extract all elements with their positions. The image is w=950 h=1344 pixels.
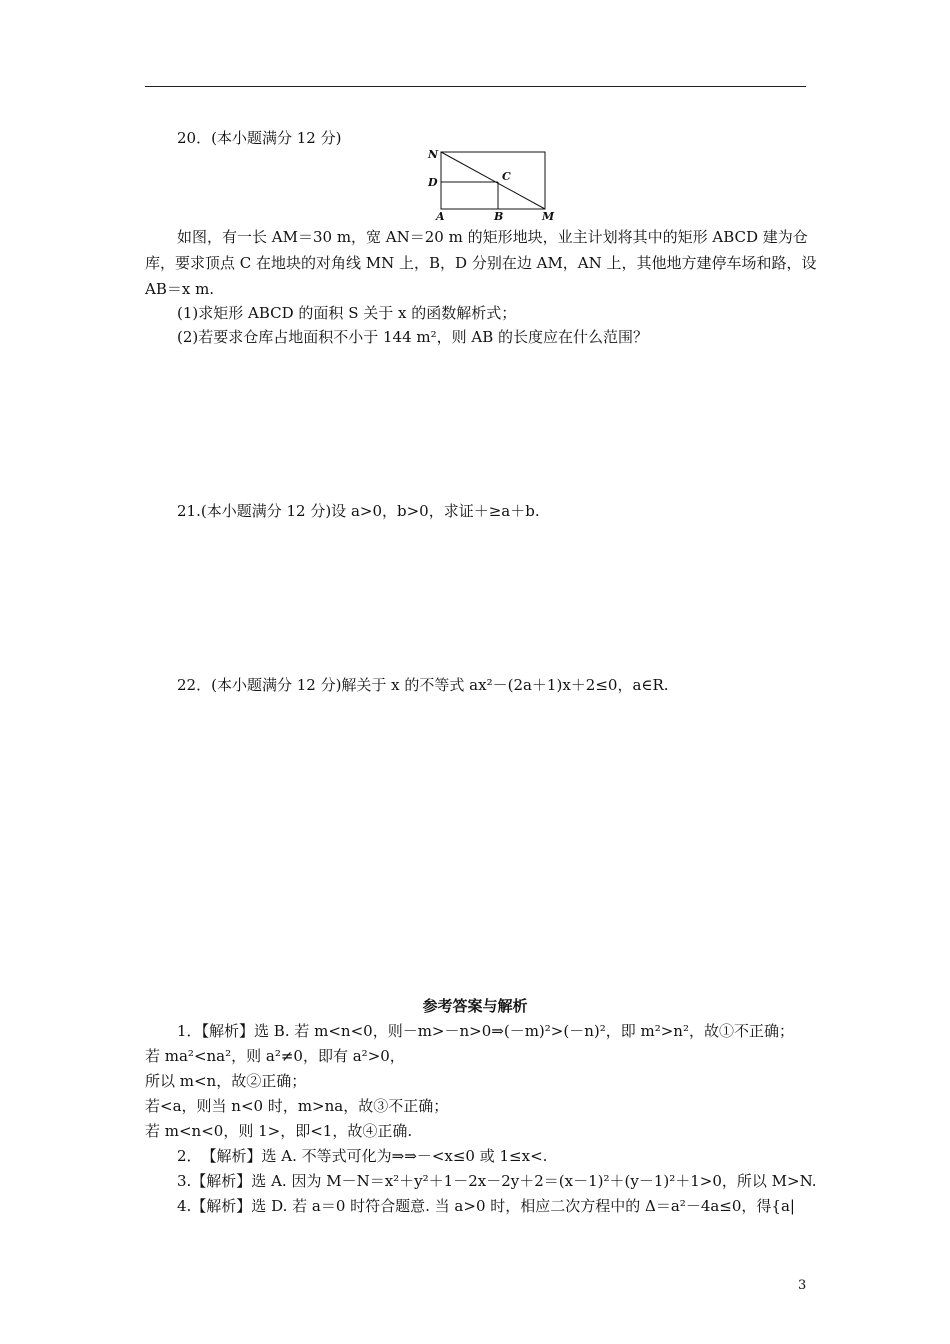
question-21: 21.(本小题满分 12 分)设 a>0，b>0，求证＋≥a＋b. <box>177 502 540 520</box>
question-20-part-1: (1)求矩形 ABCD 的面积 S 关于 x 的函数解析式； <box>177 304 517 322</box>
question-20-heading: 20．(本小题满分 12 分) <box>177 129 342 147</box>
page-number: 3 <box>798 1278 807 1293</box>
rectangle-diagram <box>418 144 568 224</box>
answer-line: 若<a，则当 n<0 时，m>na，故③不正确； <box>145 1097 449 1115</box>
label-N: N <box>428 148 439 161</box>
label-D: D <box>428 176 438 189</box>
answer-line: 4.【解析】选 D. 若 a＝0 时符合题意. 当 a>0 时，相应二次方程中的 Δ＝a²－4a≤0，得{a| <box>177 1197 795 1215</box>
question-22: 22．(本小题满分 12 分)解关于 x 的不等式 ax²－(2a＋1)x＋2≤0，a∈R. <box>177 676 669 694</box>
answer-line: 3.【解析】选 A. 因为 M－N＝x²＋y²＋1－2x－2y＋2＝(x－1)²＋(y－1)²＋1>0，所以 M>N. <box>177 1172 817 1190</box>
answer-line: 若 ma²<na²，则 a²≠0，即有 a²>0， <box>145 1047 405 1065</box>
question-20-text-3: AB＝x m. <box>145 280 215 298</box>
answers-title: 参考答案与解析 <box>422 997 528 1015</box>
label-A: A <box>436 210 445 223</box>
answer-line: 若 m<n<0，则 1>，即<1，故④正确. <box>145 1122 413 1140</box>
question-20-text-2: 库，要求顶点 C 在地块的对角线 MN 上，B，D 分别在边 AM，AN 上，其他地方建停车场和路，设 <box>145 254 817 272</box>
label-C: C <box>502 170 511 183</box>
question-20-text-1: 如图，有一长 AM＝30 m，宽 AN＝20 m 的矩形地块，业主计划将其中的矩形 ABCD 建为仓 <box>177 228 808 246</box>
question-20-part-2: (2)若要求仓库占地面积不小于 144 m²，则 AB 的长度应在什么范围？ <box>177 328 649 346</box>
answer-line: 1．【解析】选 B. 若 m<n<0，则－m>－n>0⇒(－m)²>(－n)²，即 m²>n²，故①不正确； <box>177 1022 794 1040</box>
label-M: M <box>542 210 555 223</box>
answer-line: 2． 【解析】选 A. 不等式可化为⇒⇒－<x≤0 或 1≤x<. <box>177 1147 548 1165</box>
answer-line: 所以 m<n，故②正确； <box>145 1072 307 1090</box>
label-B: B <box>494 210 504 223</box>
header-rule <box>145 86 806 87</box>
